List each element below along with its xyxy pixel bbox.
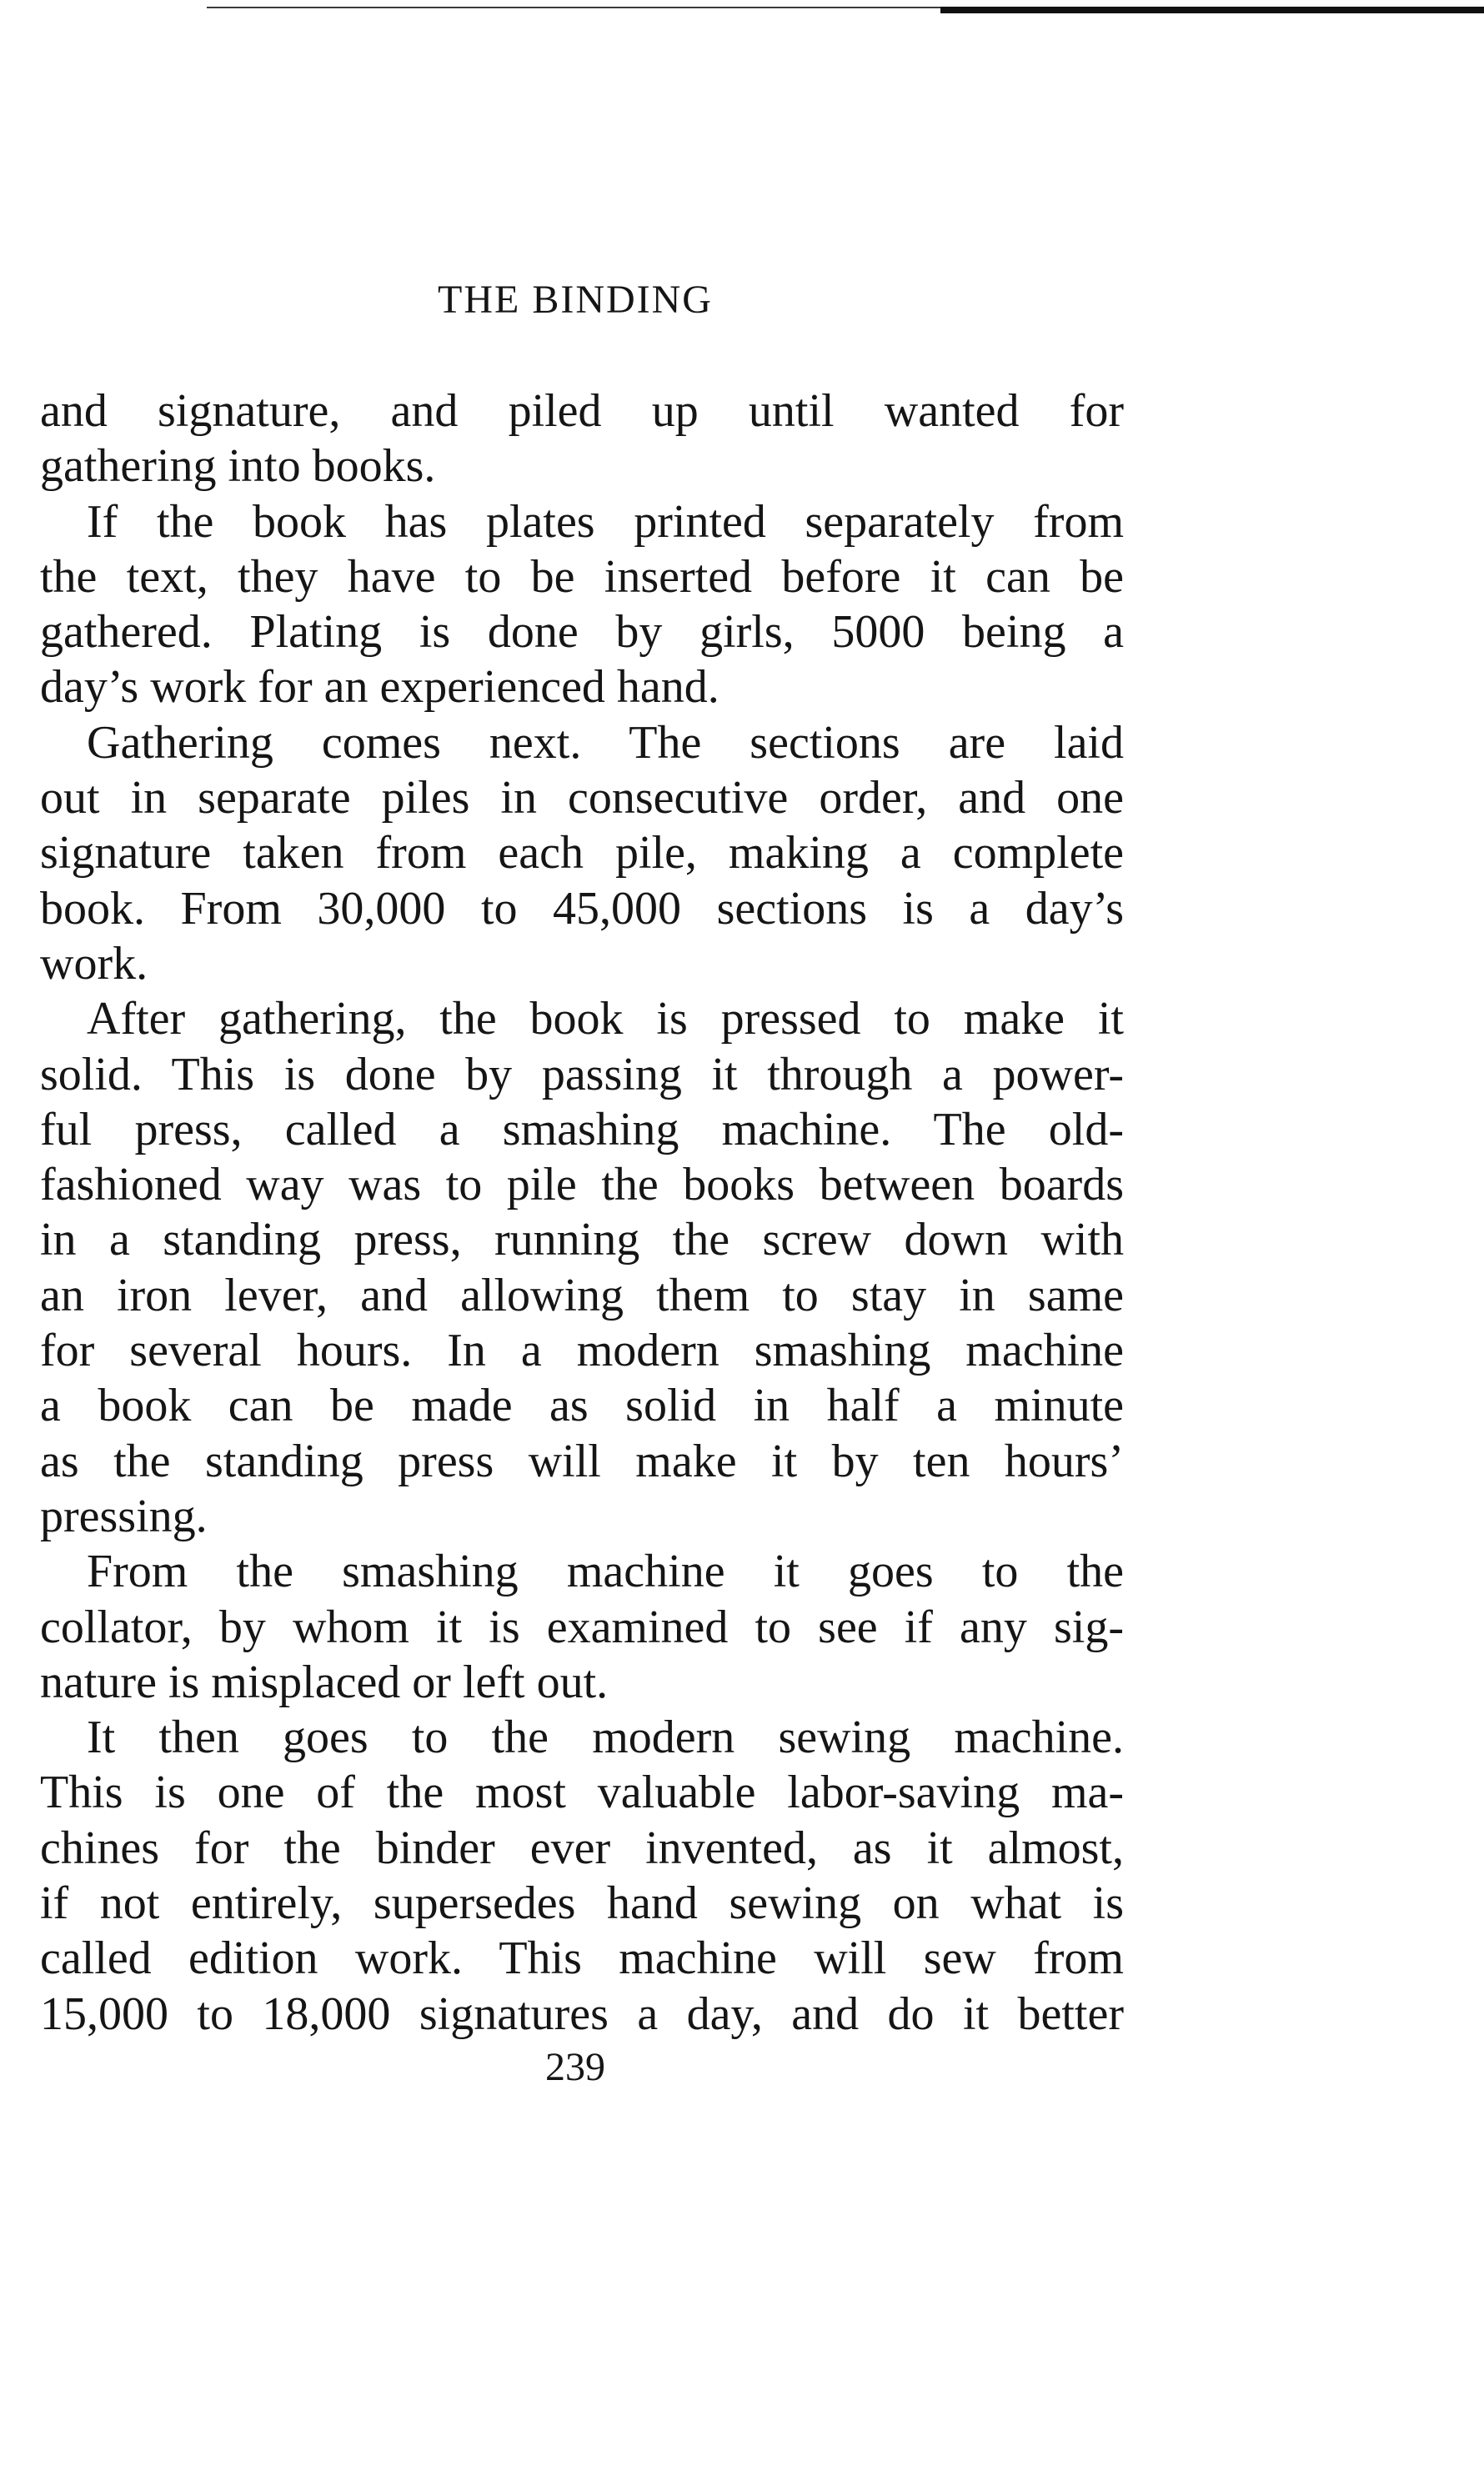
text-line: solid. This is done by passing it through a power- (40, 1048, 1124, 1100)
text-line: out in separate piles in consecutive order, and one (40, 772, 1124, 825)
text-line: as the standing press will make it by ten hours’ (40, 1435, 1124, 1487)
text-line: day’s work for an experienced hand. (40, 661, 719, 714)
text-line: if not entirely, supersedes hand sewing on what is (40, 1877, 1124, 1930)
text-line: After gathering, the book is pressed to make it (87, 993, 1124, 1045)
text-line: work. (40, 937, 148, 990)
text-line: This is one of the most valuable labor-saving ma- (40, 1767, 1124, 1819)
text-line: If the book has plates printed separately from (87, 495, 1124, 548)
text-line: fashioned way was to pile the books between boards (40, 1159, 1124, 1211)
text-line: in a standing press, running the screw down with (40, 1214, 1124, 1266)
text-line: signature taken from each pile, making a complete (40, 827, 1124, 880)
text-line: nature is misplaced or left out. (40, 1656, 609, 1708)
text-line: for several hours. In a modern smashing machine (40, 1325, 1124, 1377)
text-line: and signature, and piled up until wanted for (40, 385, 1124, 437)
text-line: gathering into books. (40, 440, 436, 493)
text-line: the text, they have to be inserted before it can be (40, 550, 1124, 603)
text-line: book. From 30,000 to 45,000 sections is a day’s (40, 882, 1124, 935)
top-rule (207, 7, 1484, 8)
body-text (40, 383, 1124, 2042)
text-line: ful press, called a smashing machine. The old- (40, 1103, 1124, 1155)
text-line: It then goes to the modern sewing machine. (87, 1712, 1124, 1764)
text-line: 15,000 to 18,000 signatures a day, and do it better (40, 1987, 1124, 2040)
text-line: collator, by whom it is examined to see if any sig- (40, 1601, 1124, 1653)
text-line: an iron lever, and allowing them to stay in same (40, 1269, 1124, 1321)
text-line: a book can be made as solid in half a minute (40, 1380, 1124, 1432)
text-line: Gathering comes next. The sections are laid (87, 716, 1124, 769)
text-line: From the smashing machine it goes to the (87, 1546, 1124, 1598)
page-number: 239 (545, 2045, 605, 2089)
running-head: THE BINDING (438, 278, 713, 322)
text-line: pressing. (40, 1490, 208, 1542)
text-line: called edition work. This machine will sew from (40, 1932, 1124, 1985)
text-line: gathered. Plating is done by girls, 5000 being a (40, 606, 1124, 659)
text-line: chines for the binder ever invented, as it almost, (40, 1822, 1124, 1874)
